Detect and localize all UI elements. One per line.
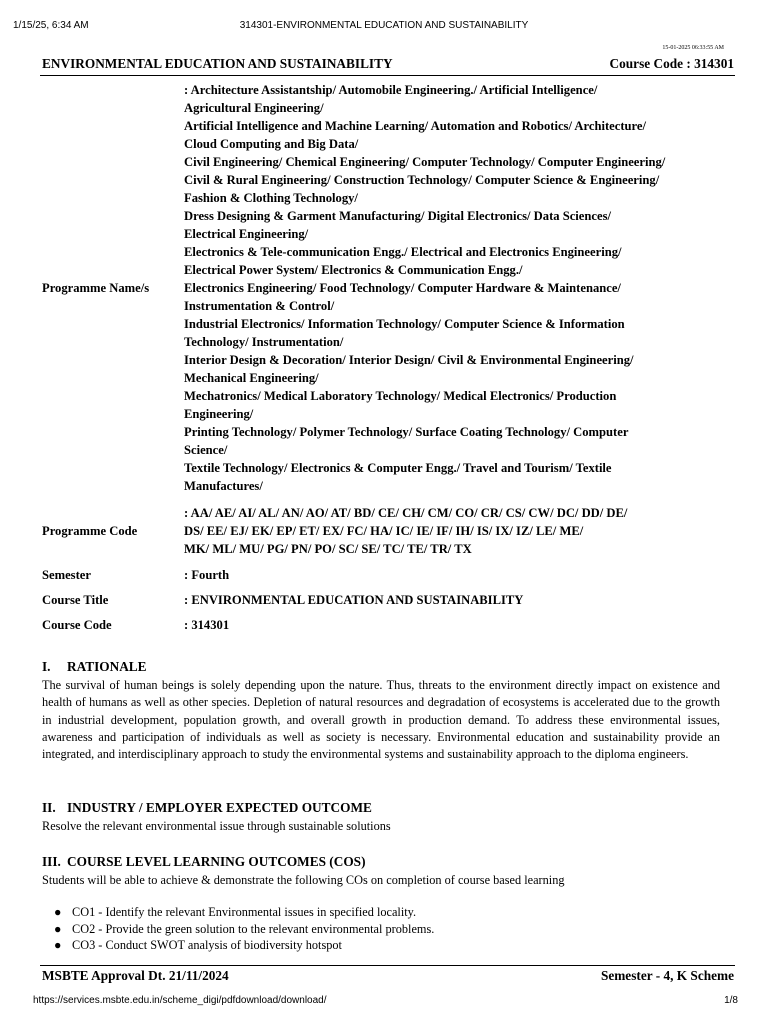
course-code-row xyxy=(42,616,734,634)
course-info xyxy=(42,81,734,634)
course-title-value: : ENVIRONMENTAL EDUCATION AND SUSTAINABILITY xyxy=(184,593,524,607)
industry-paragraph: Resolve the relevant environmental issue through sustainable solutions xyxy=(42,819,391,833)
programme-names-line: Agricultural Engineering/ xyxy=(184,101,324,115)
semester-row xyxy=(42,566,734,584)
programme-names-line: Civil Engineering/ Chemical Engineering/ Computer Technology/ Computer Engineering/ xyxy=(184,155,666,169)
programme-names-line: Dress Designing & Garment Manufacturing/ Digital Electronics/ Data Sciences/ xyxy=(184,209,611,223)
programme-names-line: Interior Design & Decoration/ Interior Design/ Civil & Environmental Engineering/ xyxy=(184,353,634,367)
scheme-label: Semester - 4, K Scheme xyxy=(600,968,734,983)
programme-names-line: Electronics Engineering/ Food Technology/ Computer Hardware & Maintenance/ xyxy=(184,281,621,295)
section-rationale-title xyxy=(42,659,147,675)
document-course-code: Course Code : 314301 xyxy=(609,56,734,71)
document-header xyxy=(42,56,734,72)
programme-names-line: Instrumentation & Control/ xyxy=(184,299,335,313)
programme-names-line: Civil & Rural Engineering/ Construction Technology/ Computer Science & Engineering/ xyxy=(184,173,660,187)
programme-names-line: Electrical Power System/ Electronics & Communication Engg./ xyxy=(184,263,523,277)
programme-names-line: Fashion & Clothing Technology/ xyxy=(184,191,358,205)
semester-label: Semester xyxy=(42,568,91,582)
programme-names-line: Science/ xyxy=(184,443,228,457)
section-title: RATIONALE xyxy=(67,659,147,674)
programme-code-row xyxy=(42,504,734,558)
course-code-value: : 314301 xyxy=(184,618,230,632)
approval-date: MSBTE Approval Dt. 21/11/2024 xyxy=(42,968,229,983)
course-title-label: Course Title xyxy=(42,593,109,607)
programme-names-line: Mechanical Engineering/ xyxy=(184,371,319,385)
programme-names-line: Printing Technology/ Polymer Technology/ Surface Coating Technology/ Computer xyxy=(184,425,629,439)
programme-names-line: Artificial Intelligence and Machine Learning/ Automation and Robotics/ Architecture/ xyxy=(184,119,646,133)
programme-names-line: Textile Technology/ Electronics & Computer Engg./ Travel and Tourism/ Textile xyxy=(184,461,612,475)
programme-names-line: Industrial Electronics/ Information Technology/ Computer Science & Information xyxy=(184,317,625,331)
programme-names-line: Electrical Engineering/ xyxy=(184,227,309,241)
document-title: ENVIRONMENTAL EDUCATION AND SUSTAINABILITY xyxy=(42,56,393,71)
course-code-label: Course Code xyxy=(42,618,112,632)
semester-value: : Fourth xyxy=(184,568,230,582)
programme-names-line: Manufactures/ xyxy=(184,479,263,493)
print-datetime: 1/15/25, 6:34 AM xyxy=(13,20,89,31)
section-title: COURSE LEVEL LEARNING OUTCOMES (COS) xyxy=(67,854,366,869)
section-title: INDUSTRY / EMPLOYER EXPECTED OUTCOME xyxy=(67,800,372,815)
bullet-icon: ● xyxy=(54,938,62,952)
section-industry-title xyxy=(42,800,372,816)
generated-timestamp: 15-01-2025 06:33:55 AM xyxy=(662,45,724,51)
print-page-title: 314301-ENVIRONMENTAL EDUCATION AND SUSTAINABILITY xyxy=(239,20,529,31)
programme-code-line: MK/ ML/ MU/ PG/ PN/ PO/ SC/ SE/ TC/ TE/ TR/ TX xyxy=(184,542,472,556)
section-number: II. xyxy=(42,800,56,815)
header-rule xyxy=(40,75,735,76)
programme-code-line: : AA/ AE/ AI/ AL/ AN/ AO/ AT/ BD/ CE/ CH/ CM/ CO/ CR/ CS/ CW/ DC/ DD/ DE/ xyxy=(184,506,628,520)
document-footer xyxy=(42,968,734,984)
programme-names-line: Engineering/ xyxy=(184,407,254,421)
section-cos-title xyxy=(42,854,366,870)
list-item: ● CO1 - Identify the relevant Environmental issues in specified locality. xyxy=(54,905,417,919)
list-item: ● CO2 - Provide the green solution to the relevant environmental problems. xyxy=(54,921,435,936)
rationale-paragraph: The survival of human beings is solely depending upon the nature. Thus, threats to the environment directly impact on existence and health of humans as well as other species. Depletion of natural resources and degradation of ecosystems is accelerated due to the growth in industrial development, population growth, and overall growth in production demand. To address these environmental issues, awareness and participation of individuals as well as society is necessary. Environmental education and sustainability provide an integrated, and interdisciplinary approach to study the environmental systems and sustainability approach to the diploma engineers. xyxy=(42,678,720,762)
programme-names-line: Electronics & Tele-communication Engg./ Electrical and Electronics Engineering/ xyxy=(184,245,622,259)
section-number: III. xyxy=(42,854,61,869)
programme-code-line: DS/ EE/ EJ/ EK/ EP/ ET/ EX/ FC/ HA/ IC/ IE/ IF/ IH/ IS/ IX/ IZ/ LE/ ME/ xyxy=(184,524,584,538)
print-page-number: 1/8 xyxy=(724,995,738,1006)
bullet-icon: ● xyxy=(54,905,62,919)
programme-names-row xyxy=(42,81,734,495)
co-list xyxy=(54,904,434,954)
programme-names-line: Mechatronics/ Medical Laboratory Technology/ Medical Electronics/ Production xyxy=(184,389,617,403)
programme-names-line: Technology/ Instrumentation/ xyxy=(184,335,344,349)
programme-code-label: Programme Code xyxy=(42,524,138,538)
list-item: ● CO3 - Conduct SWOT analysis of biodiversity hotspot xyxy=(54,938,342,952)
programme-names-line: : Architecture Assistantship/ Automobile Engineering./ Artificial Intelligence/ xyxy=(184,83,598,97)
footer-rule xyxy=(40,965,735,966)
print-url: https://services.msbte.edu.in/scheme_digi/pdfdownload/download/ xyxy=(33,995,327,1006)
programme-code-value xyxy=(184,504,734,558)
section-number: I. xyxy=(42,659,51,674)
course-title-row xyxy=(42,591,734,609)
programme-names-line: Cloud Computing and Big Data/ xyxy=(184,137,359,151)
programme-names-value xyxy=(184,81,734,495)
programme-names-label: Programme Name/s xyxy=(42,281,150,295)
cos-intro: Students will be able to achieve & demonstrate the following COs on completion of course based learning xyxy=(42,873,565,887)
bullet-icon: ● xyxy=(54,921,62,936)
